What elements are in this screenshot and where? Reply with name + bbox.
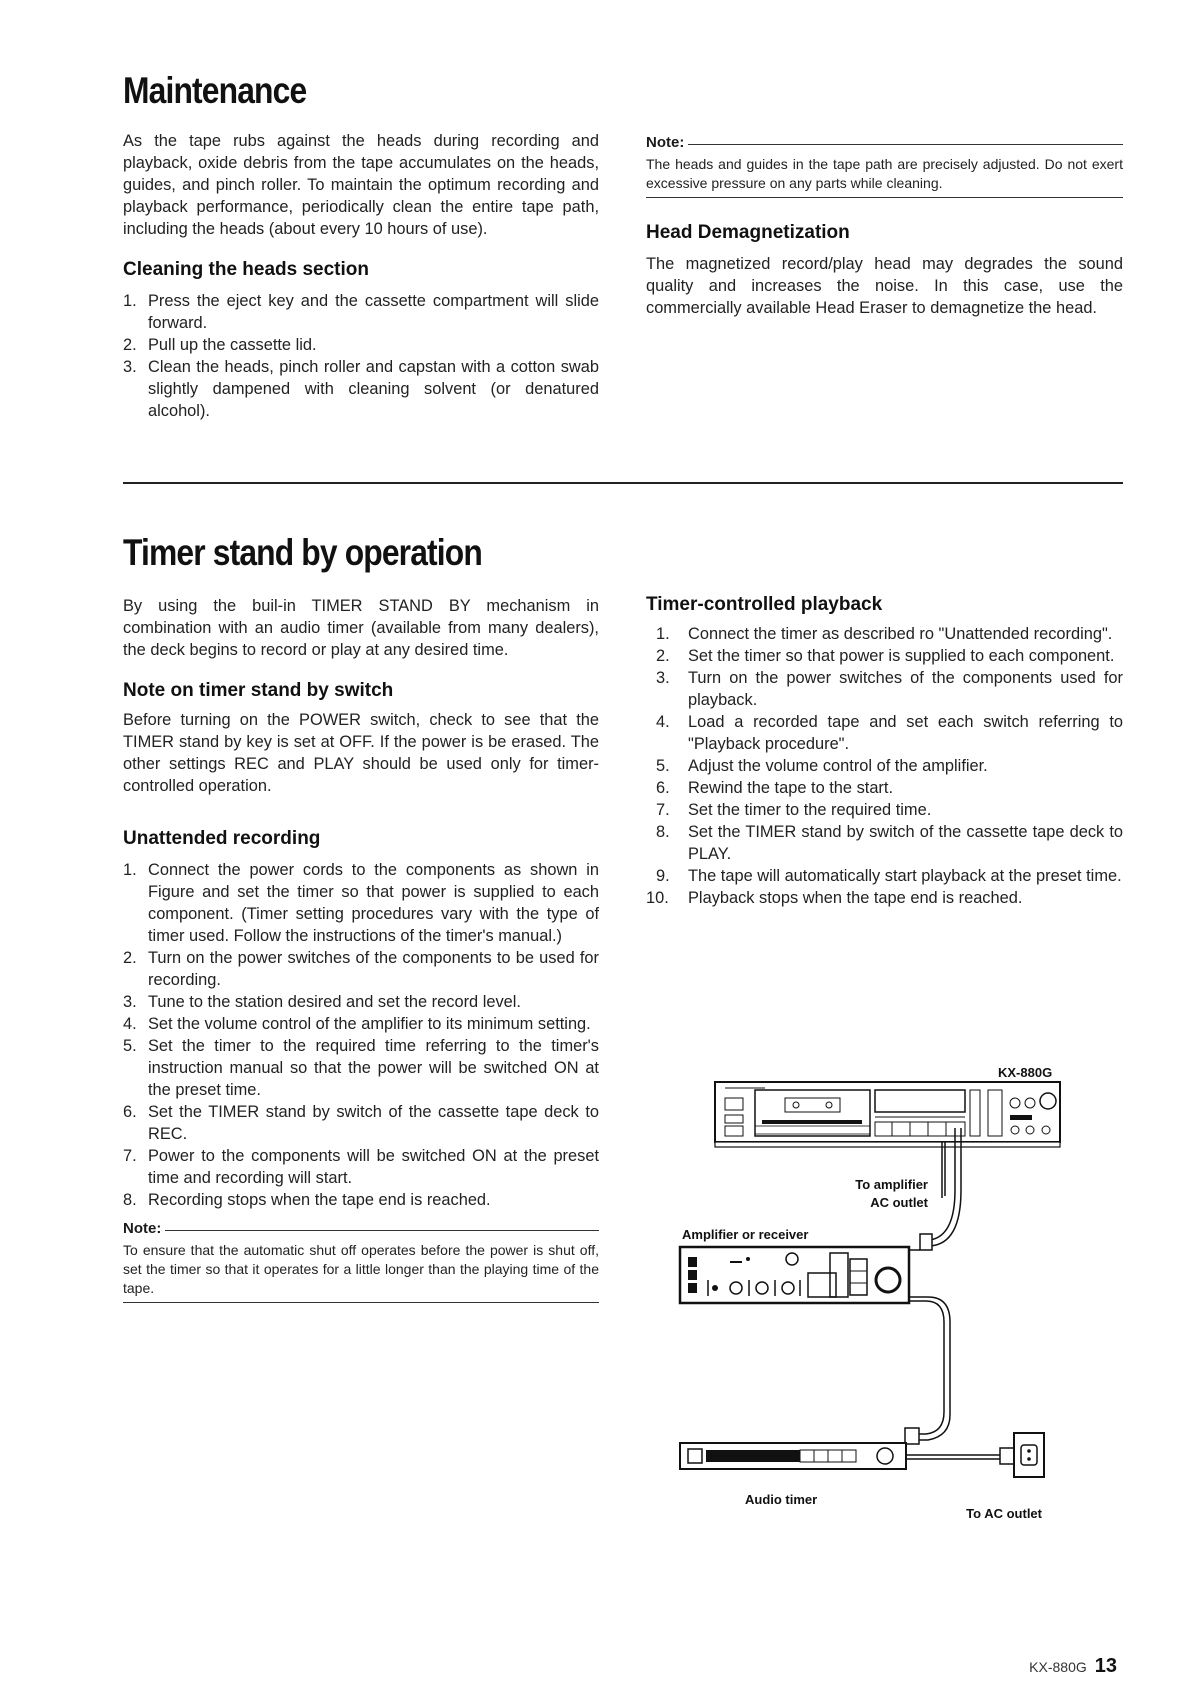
maintenance-left-column: [123, 130, 599, 422]
recording-step: 5. Set the timer to the required time referring to the timer's instruction manual so that the power will be switched ON at the preset time.: [123, 1037, 599, 1099]
connection-diagram: [670, 1060, 1130, 1540]
cleaning-step: 2. Pull up the cassette lid.: [123, 336, 317, 354]
playback-step: 7. Set the timer to the required time.: [656, 801, 932, 819]
playback-step: 4. Load a recorded tape and set each switch referring to "Playback procedure".: [656, 713, 1123, 753]
demag-heading: Head Demagnetization: [646, 222, 850, 243]
recording-step: 4. Set the volume control of the amplifier to its minimum setting.: [123, 1015, 591, 1033]
amp-ac-outlet-label: AC outlet: [870, 1195, 928, 1210]
amplifier-label: Amplifier or receiver: [682, 1227, 809, 1242]
to-amplifier-label: To amplifier: [855, 1177, 928, 1192]
recording-step: 1. Connect the power cords to the components as shown in Figure and set the timer so that power is supplied to each component. (Timer setting procedures vary with the type of timer used. Follow the instructions of the timer's manual.): [123, 861, 599, 945]
playback-step: 2. Set the timer so that power is supplied to each component.: [656, 647, 1115, 665]
page-footer: [1029, 1655, 1117, 1678]
playback-step: 3. Turn on the power switches of the components used for playback.: [656, 669, 1123, 709]
footer-model: KX-880G: [1029, 1659, 1087, 1675]
demag-text: The magnetized record/play head may degrades the sound quality and increases the noise. In this case, use the commercially available Head Eraser to demagnetize the head.: [646, 255, 1123, 317]
timer-right-column: [646, 593, 1123, 909]
playback-step: 1. Connect the timer as described ro "Unattended recording".: [656, 625, 1113, 643]
recording-step: 3. Tune to the station desired and set the record level.: [123, 993, 521, 1011]
playback-step: 6. Rewind the tape to the start.: [656, 779, 894, 797]
timer-intro: By using the buil-in TIMER STAND BY mechanism in combination with an audio timer (available from many dealers), the deck begins to record or play at any desired time.: [123, 597, 599, 659]
playback-step: 5. Adjust the volume control of the amplifier.: [656, 757, 988, 775]
cleaning-step: 1. Press the eject key and the cassette compartment will slide forward.: [123, 292, 599, 332]
maintenance-note: [646, 133, 1123, 198]
recording-step: 6. Set the TIMER stand by switch of the cassette tape deck to REC.: [123, 1103, 599, 1143]
page-number: 13: [1094, 1655, 1117, 1677]
maintenance-title: Maintenance: [123, 70, 307, 111]
note-label: Note:: [646, 134, 685, 151]
recording-step: 7. Power to the components will be switched ON at the preset time and recording will start.: [123, 1147, 599, 1187]
cleaning-steps: [123, 290, 599, 422]
ac-outlet-label: To AC outlet: [966, 1506, 1042, 1521]
playback-step: 10. Playback stops when the tape end is reached.: [646, 889, 1023, 907]
playback-step: 8. Set the TIMER stand by switch of the cassette tape deck to PLAY.: [656, 823, 1123, 863]
timer-left-column: [123, 595, 599, 1303]
recording-heading: Unattended recording: [123, 828, 321, 849]
playback-heading: Timer-controlled playback: [646, 594, 883, 615]
switch-note-heading: Note on timer stand by switch: [123, 680, 394, 701]
cassette-deck: [715, 1065, 1060, 1147]
playback-step: 9. The tape will automatically start playback at the preset time.: [656, 867, 1122, 885]
note-text: The heads and guides in the tape path are precisely adjusted. Do not exert excessive pressure on any parts while cleaning.: [646, 156, 1123, 191]
note-label: Note:: [123, 1220, 162, 1237]
audio-timer-label: Audio timer: [745, 1492, 818, 1507]
switch-note-text: Before turning on the POWER switch, check to see that the TIMER stand by key is set at OFF. If the power is be erased. The other settings REC and PLAY should be used only for timer-controlled operation.: [123, 711, 599, 795]
note-text: To ensure that the automatic shut off operates before the power is shut off, set the timer so that it operates for a little longer than the playing time of the tape.: [123, 1242, 599, 1296]
audio-timer: [680, 1443, 906, 1507]
maintenance-right-column: [646, 133, 1123, 319]
timer-title: Timer stand by operation: [123, 532, 482, 573]
recording-steps: [123, 859, 599, 1211]
playback-steps: [646, 623, 1123, 909]
cleaning-step: 3. Clean the heads, pinch roller and capstan with a cotton swab slightly dampened with cleaning solvent (or denatured alcohol).: [123, 358, 599, 420]
cleaning-heading: Cleaning the heads section: [123, 259, 369, 280]
recording-step: 2. Turn on the power switches of the components to be used for recording.: [123, 949, 599, 989]
maintenance-intro: As the tape rubs against the heads during recording and playback, oxide debris from the tape accumulates on the heads, guides, and pinch roller. To maintain the optimum recording and playback performance, periodically clean the entire tape path, including the heads (about every 10 hours of use).: [123, 132, 599, 238]
amplifier-receiver: [680, 1227, 909, 1303]
deck-model-label: KX-880G: [998, 1065, 1053, 1080]
recording-step: 8. Recording stops when the tape end is reached.: [123, 1191, 491, 1209]
section-divider: [123, 482, 1123, 484]
recording-note: [123, 1219, 599, 1303]
